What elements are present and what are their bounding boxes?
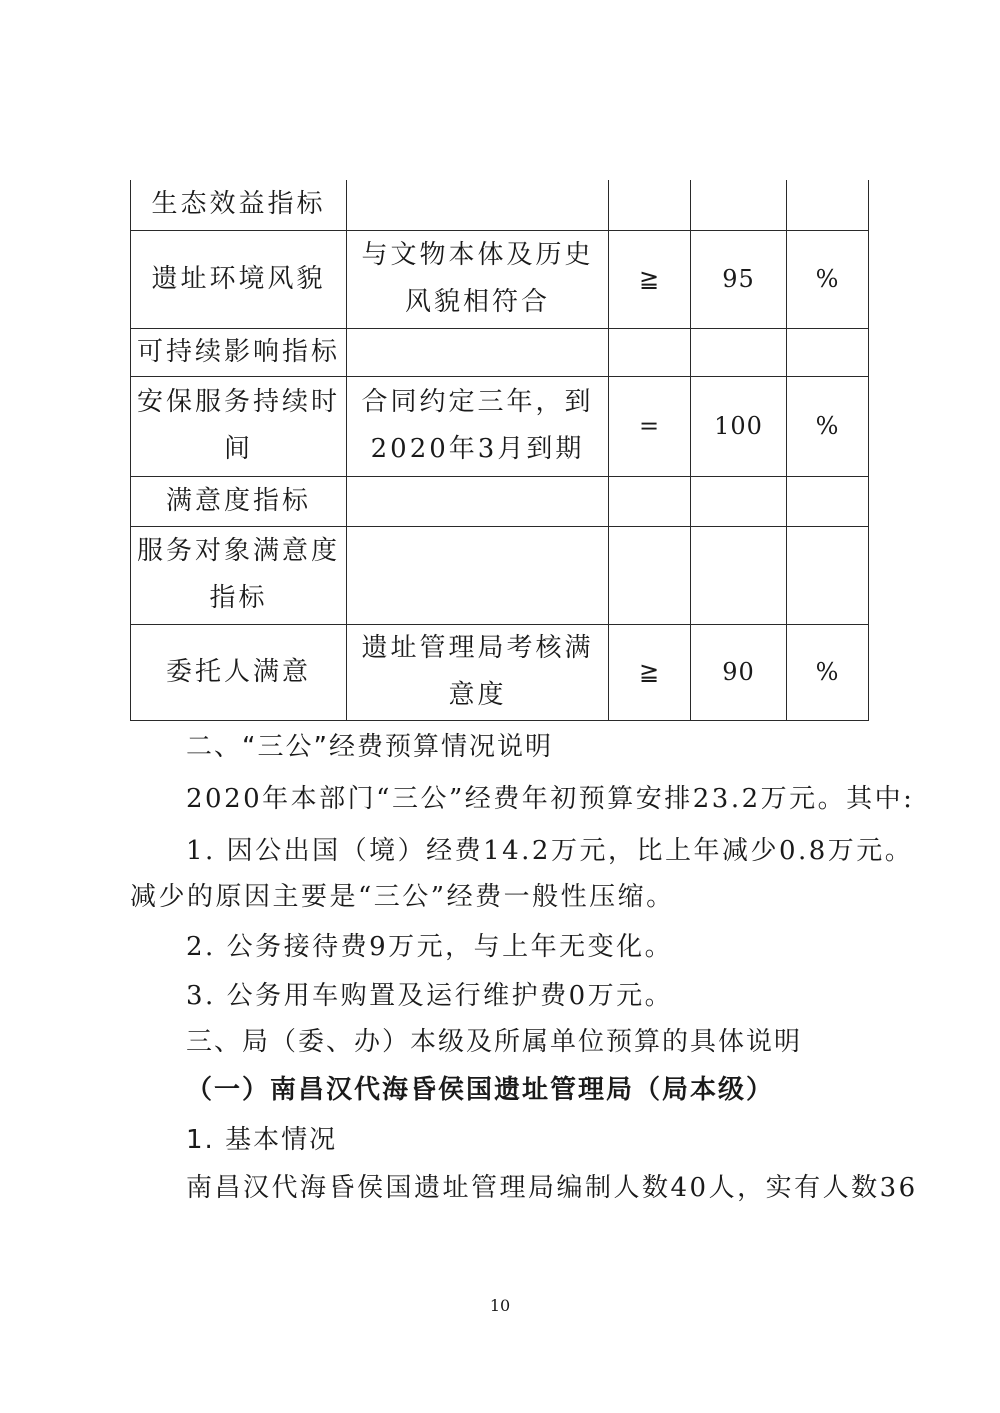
indicator-desc-cell: 遗址管理局考核满意度 — [347, 624, 609, 720]
indicator-unit-cell — [787, 476, 869, 526]
paragraph: 减少的原因主要是“三公”经费一般性压缩。 — [130, 882, 675, 912]
indicator-value-cell — [691, 526, 787, 624]
indicator-unit-cell: % — [787, 376, 869, 476]
paragraph: 3. 公务用车购置及运行维护费0万元。 — [186, 981, 674, 1011]
indicator-desc-cell — [347, 180, 609, 230]
item-heading: 1. 基本情况 — [186, 1125, 338, 1155]
table-row — [131, 526, 869, 624]
indicator-name-cell: 安保服务持续时间 — [131, 376, 347, 476]
paragraph: 南昌汉代海昏侯国遗址管理局编制人数40人，实有人数36 — [186, 1173, 918, 1203]
table-row — [131, 624, 869, 720]
indicator-name-cell: 可持续影响指标 — [131, 328, 347, 376]
table-row — [131, 180, 869, 230]
indicator-value-cell: 100 — [691, 376, 787, 476]
section-heading: 三、局（委、办）本级及所属单位预算的具体说明 — [186, 1027, 803, 1057]
performance-indicator-table — [130, 180, 869, 721]
indicator-value-cell: 90 — [691, 624, 787, 720]
paragraph: 2. 公务接待费9万元，与上年无变化。 — [186, 932, 674, 962]
indicator-value-cell — [691, 476, 787, 526]
indicator-operator-cell: ≧ — [609, 230, 691, 328]
indicator-operator-cell — [609, 476, 691, 526]
indicator-name-cell: 满意度指标 — [131, 476, 347, 526]
indicator-name-cell: 委托人满意 — [131, 624, 347, 720]
indicator-operator-cell: = — [609, 376, 691, 476]
subsection-heading: （一）南昌汉代海昏侯国遗址管理局（局本级） — [186, 1075, 775, 1105]
indicator-operator-cell — [609, 526, 691, 624]
indicator-desc-cell — [347, 476, 609, 526]
indicator-desc-cell — [347, 328, 609, 376]
indicator-desc-cell: 合同约定三年，到2020年3月到期 — [347, 376, 609, 476]
table-row — [131, 230, 869, 328]
page-number: 10 — [489, 1296, 511, 1315]
indicator-name-cell: 生态效益指标 — [131, 180, 347, 230]
indicator-desc-cell: 与文物本体及历史风貌相符合 — [347, 230, 609, 328]
indicator-operator-cell — [609, 328, 691, 376]
indicator-unit-cell — [787, 328, 869, 376]
table-row — [131, 376, 869, 476]
indicator-name-cell: 遗址环境风貌 — [131, 230, 347, 328]
indicator-value-cell — [691, 180, 787, 230]
indicator-operator-cell — [609, 180, 691, 230]
indicator-unit-cell: % — [787, 624, 869, 720]
indicator-value-cell — [691, 328, 787, 376]
indicator-unit-cell — [787, 180, 869, 230]
indicator-name-cell: 服务对象满意度指标 — [131, 526, 347, 624]
table-row — [131, 328, 869, 376]
table-row — [131, 476, 869, 526]
paragraph: 2020年本部门“三公”经费年初预算安排23.2万元。其中: — [186, 784, 915, 814]
indicator-value-cell: 95 — [691, 230, 787, 328]
indicator-desc-cell — [347, 526, 609, 624]
section-heading: 二、“三公”经费预算情况说明 — [186, 732, 553, 762]
indicator-unit-cell: % — [787, 230, 869, 328]
indicator-unit-cell — [787, 526, 869, 624]
paragraph: 1. 因公出国（境）经费14.2万元，比上年减少0.8万元。 — [186, 836, 914, 866]
indicator-operator-cell: ≧ — [609, 624, 691, 720]
